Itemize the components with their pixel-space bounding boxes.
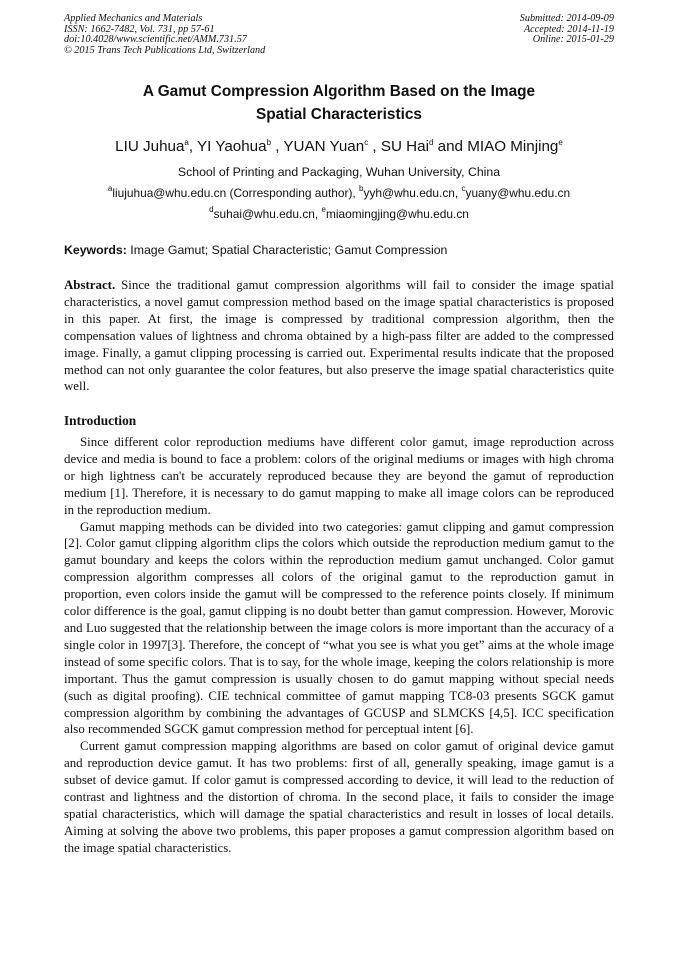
- paper-title: [64, 80, 614, 126]
- email-line-2: [64, 206, 614, 222]
- author-name: SU Hai: [380, 138, 429, 155]
- author-affil-mark: d: [428, 138, 434, 147]
- email-link[interactable]: yyh@whu.edu.cn,: [363, 186, 462, 200]
- author-name: LIU Juhua: [115, 138, 185, 155]
- email-mark: e: [321, 205, 326, 214]
- journal-name: Applied Mechanics and Materials: [64, 13, 203, 24]
- email-mark: c: [461, 184, 466, 193]
- abstract-paragraph: [64, 277, 614, 395]
- online-date: Online: 2015-01-29: [532, 34, 614, 46]
- paragraph: Since different color reproduction mediums have different color gamut, image reproduction across device and media is bound to face a problem: colors of the original mediums or images with high chroma or high lightness can't be accurately reproduced because they are beyond the gamut of reproduction medium [1]. Therefore, it is necessary to do gamut mapping to make all image colors can be reproduced in the reproduction medium.: [64, 435, 614, 517]
- section-heading-introduction: Introduction: [64, 413, 137, 428]
- journal-info: [64, 14, 265, 56]
- accepted-date: Accepted: 2014-11-19: [523, 23, 614, 35]
- copyright-line: © 2015 Trans Tech Publications Ltd, Switzerland: [64, 44, 266, 56]
- keywords-text: Image Gamut; Spatial Characteristic; Gamut Compression: [126, 243, 448, 257]
- email-mark: b: [359, 184, 364, 193]
- email-mark: a: [107, 184, 113, 193]
- keywords-line: [64, 242, 614, 258]
- author-affil-mark: b: [266, 138, 272, 147]
- paragraph: Current gamut compression mapping algorithms are based on color gamut of original device gamut and reproduction device gamut. It has two problems: first of all, generally speaking, image gamut is a subset of device gamut. If color gamut is compressed according to device, it will lead to the reduction of contrast and lightness and the distortion of chroma. In the second place, it fails to consider the image spatial characteristics, which will damage the spatial characteristics and result in losses of local details. Aiming at solving the above two problems, this paper proposes a gamut compression algorithm based on the image spatial characteristics.: [64, 739, 614, 855]
- email-link[interactable]: yuany@whu.edu.cn: [465, 186, 571, 200]
- abstract-text: Since the traditional gamut compression algorithms will fail to consider the image spatial characteristics, a novel gamut compression method based on the image spatial characteristics is proposed in this paper. At first, the image is compressed by traditional compression algorithm, then the compensation values of lightness and chroma obtained by a high-pass filter are added to the compressed image. Finally, a gamut clipping processing is carried out. Experimental results indicate that the proposed method can not only guarantee the color features, but also preserve the image spatial characteristics quite well.: [64, 278, 614, 394]
- email-link[interactable]: miaomingjing@whu.edu.cn: [325, 207, 469, 221]
- paragraph: Gamut mapping methods can be divided into two categories: gamut clipping and gamut compression [2]. Color gamut clipping algorithm clips the colors which outside the reproduction medium gamut to the gamut boundary and keeps the colors within the reproduction medium gamut unchanged. Color gamut compression algorithm compresses all colors of the original gamut to the reproduction gamut in proportion, even colors inside the gamut will be compressed to the reference points closely. If minimum color difference is the goal, gamut clipping is no doubt better than gamut compression. However, Morovic and Luo suggested that the relationship between the image colors is more important than the accuracy of a single color in 1997[3]. Therefore, the concept of “what you see is what you get” aims at the whole image instead of some specific colors. That is to say, for the whole image, keeping the colors relationship is more important. Thus the gamut compression is usually chosen to do gamut mapping without special needs (such as digital proofing). CIE technical committee of gamut mapping TC8-03 presents SGCK gamut compression algorithm by combining the advantages of GCUSP and SLMCKS [4,5]. ICC specification also recommended SGCK gamut compression method for perceptual intent [6].: [64, 519, 614, 737]
- submitted-date: Submitted: 2014-09-09: [519, 13, 614, 24]
- doi-line: doi:10.4028/www.scientific.net/AMM.731.57: [64, 34, 247, 46]
- author-name: YUAN Yuan: [283, 138, 365, 155]
- author-separator: and: [433, 138, 468, 155]
- email-line-1: [64, 185, 614, 201]
- affiliation: School of Printing and Packaging, Wuhan University, China: [177, 165, 501, 179]
- abstract: [64, 277, 614, 395]
- title-line-2: Spatial Characteristics: [256, 106, 422, 123]
- author-separator: ,: [188, 138, 198, 155]
- author-affil-mark: e: [558, 138, 563, 147]
- keywords-label: Keywords:: [64, 243, 127, 257]
- abstract-label: Abstract.: [64, 278, 116, 292]
- introduction-body: [64, 434, 614, 857]
- author-list: [64, 137, 614, 157]
- author-separator: ,: [368, 138, 381, 155]
- email-link[interactable]: suhai@whu.edu.cn,: [213, 207, 322, 221]
- issn-line: ISSN: 1662-7482, Vol. 731, pp 57-61: [64, 23, 215, 35]
- publication-dates: [520, 14, 614, 46]
- author-affil-mark: a: [184, 138, 189, 147]
- author-name: MIAO Minjing: [467, 138, 559, 155]
- author-name: YI Yaohua: [197, 138, 267, 155]
- title-line-1: A Gamut Compression Algorithm Based on the Image: [142, 83, 536, 100]
- email-mark: d: [209, 205, 214, 214]
- author-separator: ,: [271, 138, 284, 155]
- author-affil-mark: c: [364, 138, 369, 147]
- email-link[interactable]: liujuhua@whu.edu.cn (Corresponding author),: [112, 186, 360, 200]
